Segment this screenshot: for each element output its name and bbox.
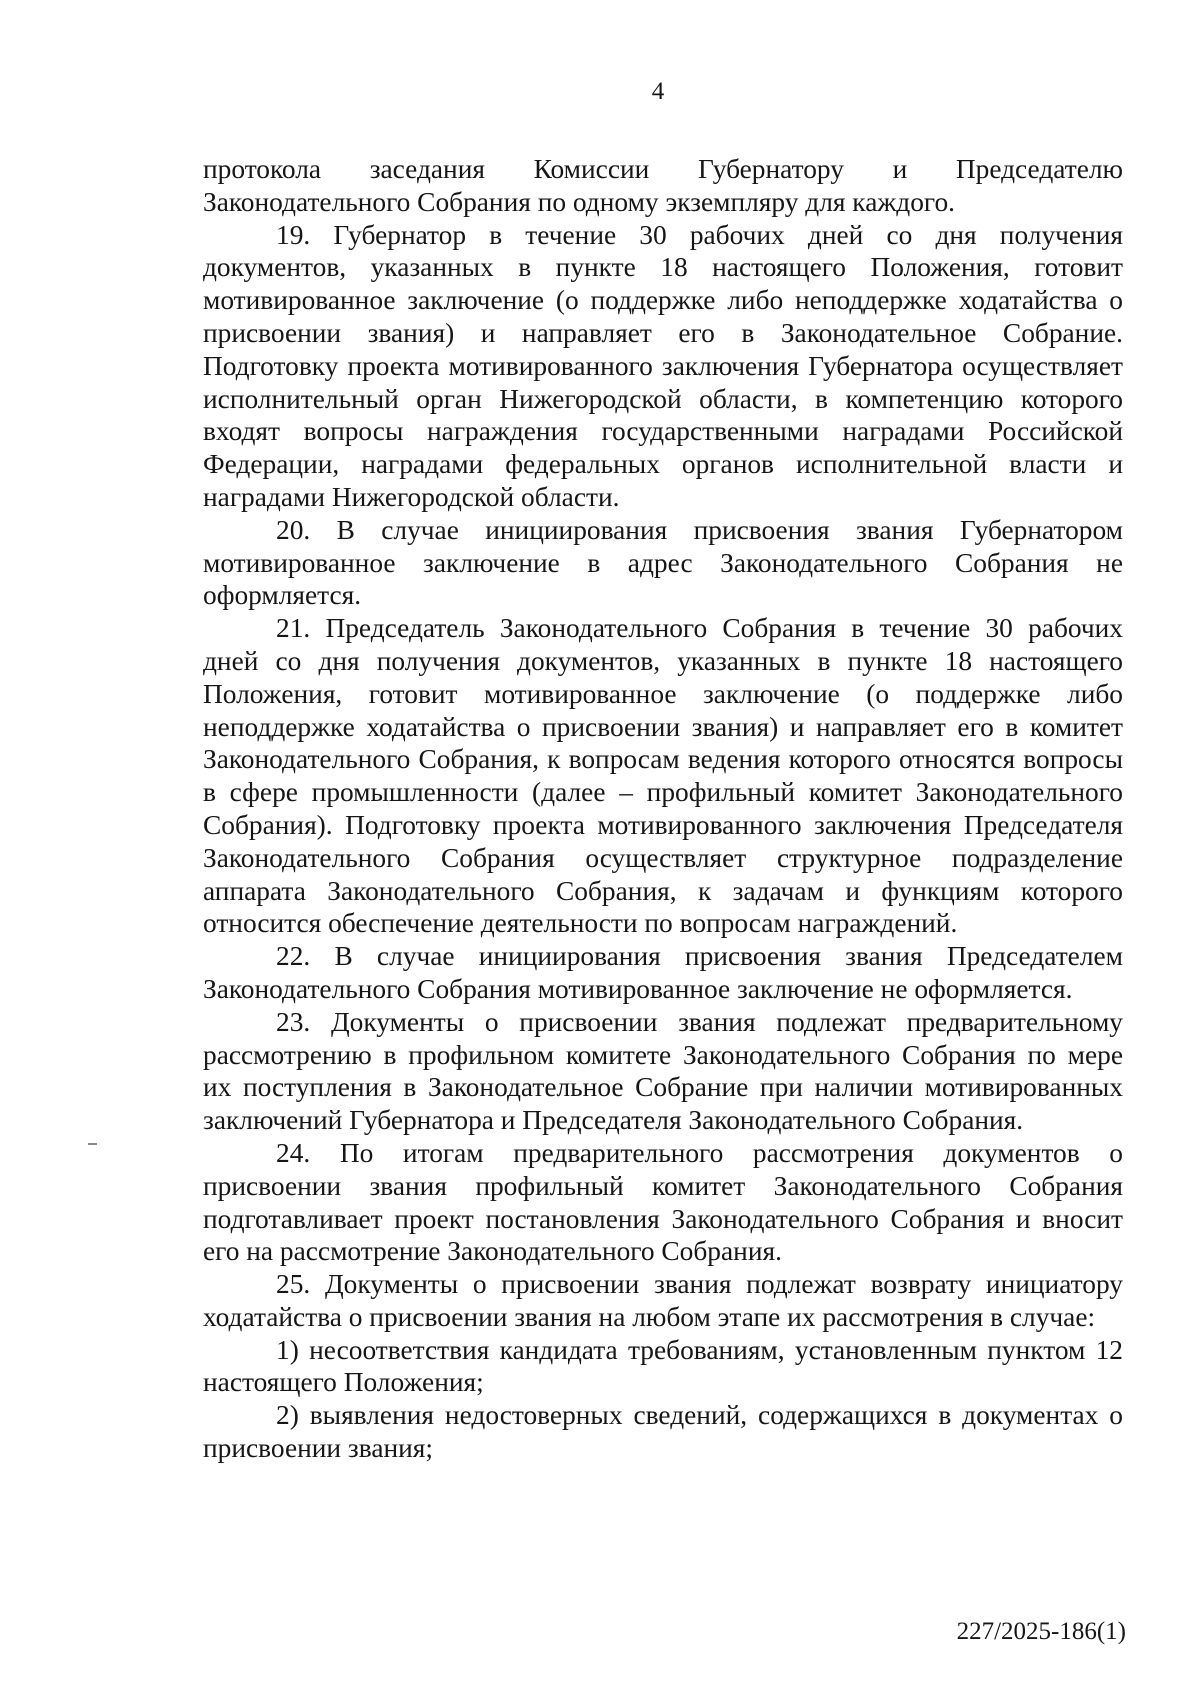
paragraph-item-21: 21. Председатель Законодательного Собрания в течение 30 рабочих дней со дня получения документов, указанных в пункте 18 настоящего Положения, готовит мотивированное заключение (о поддержке либо неподдержке ходатайства о присвоении звания) и направляет его в комитет Законодательного Собрания, к вопросам ведения которого относятся вопросы в сфере промышленности (далее – профильный комитет Законодательного Собрания). Подготовку проекта мотивированного заключения Председателя Законодательного Собрания осуществляет структурное подразделение аппарата Законодательного Собрания, к задачам и функциям которого относится обеспечение деятельности по вопросам награждений. — [203, 613, 1123, 939]
document-code: 227/2025-186(1) — [956, 1618, 1126, 1645]
paragraph-subitem-1: 1) несоответствия кандидата требованиям, установленным пунктом 12 настоящего Положения; — [203, 1334, 1123, 1398]
scan-margin-mark — [88, 1143, 97, 1145]
page-number: 4 — [651, 78, 665, 105]
paragraph-subitem-2: 2) выявления недостоверных сведений, содержащихся в документах о присвоении звания; — [203, 1400, 1123, 1464]
paragraph-item-22: 22. В случае инициирования присвоения звания Председателем Законодательного Собрания мотивированное заключение не оформляется. — [203, 941, 1123, 1004]
paragraph-item-24: 24. По итогам предварительного рассмотрения документов о присвоении звания профильный комитет Законодательного Собрания подготавливает проект постановления Законодательного Собрания и вносит его на рассмотрение Законодательного Собрания. — [203, 1137, 1123, 1267]
paragraph-item-20: 20. В случае инициирования присвоения звания Губернатором мотивированное заключение в адрес Законодательного Собрания не оформляется. — [203, 514, 1123, 611]
document-body — [203, 153, 1123, 1465]
paragraph-item-19: 19. Губернатор в течение 30 рабочих дней со дня получения документов, указанных в пункте 18 настоящего Положения, готовит мотивированное заключение (о поддержке либо неподдержке ходатайства о присвоении звания) и направляет его в Законодательное Собрание. Подготовку проекта мотивированного заключения Губернатора осуществляет исполнительный орган Нижегородской области, в компетенцию которого входят вопросы награждения государственными наградами Российской Федерации, наградами федеральных органов исполнительной власти и наградами Нижегородской области. — [203, 219, 1123, 512]
paragraph-item-23: 23. Документы о присвоении звания подлежат предварительному рассмотрению в профильном комитете Законодательного Собрания по мере их поступления в Законодательное Собрание при наличии мотивированных заключений Губернатора и Председателя Законодательного Собрания. — [203, 1006, 1123, 1136]
paragraph-item-25: 25. Документы о присвоении звания подлежат возврату инициатору ходатайства о присвоении звания на любом этапе их рассмотрения в случае: — [203, 1269, 1123, 1332]
paragraph-continuation: протокола заседания Комиссии Губернатору и Председателю Законодательного Собрания по одному экземпляру для каждого. — [203, 154, 1123, 217]
